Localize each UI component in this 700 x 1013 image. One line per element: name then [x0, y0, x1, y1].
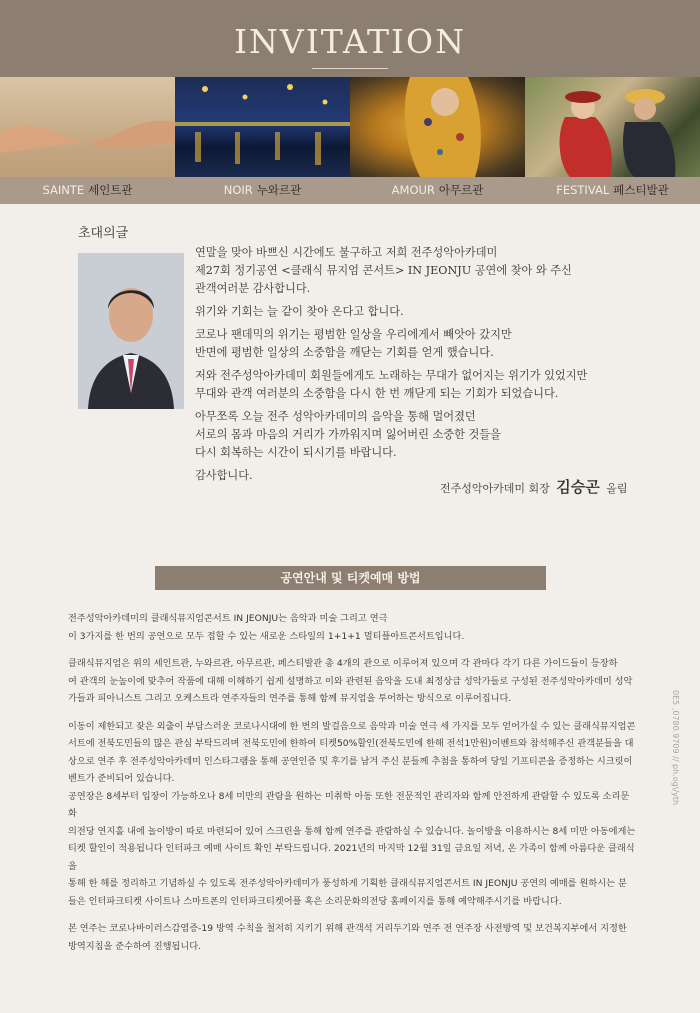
hall-tabs: [0, 177, 700, 204]
painting-strip: [0, 77, 700, 177]
signature-name: 김승곤: [556, 478, 600, 496]
tab-festival[interactable]: [525, 177, 700, 204]
info-paragraph: 클래식뮤지엄은 위의 세인트관, 누와르관, 아무르관, 페스티발관 총 4개의 관으로 이루어져 있으며 각 관마다 각기 다른 가이드들이 등장하 여 관객의 눈높이에 맞추어 작품에 대해 이해하기 쉽게 설명하고 이와 관련된 음악을 도내 최정상급 성악가들로 구성된 전주성악아카데미 성악 가들과 피아니스트 그리고 오케스트라 연주자들의 연주를 통해 함께 뮤지엄을 투어하는 방식으로 이루어집니다.: [68, 658, 633, 704]
greeting-letter: [195, 244, 655, 490]
tab-sainte[interactable]: [0, 177, 175, 204]
letter-paragraph: 위기와 기회는 늘 같이 찾아 온다고 합니다.: [195, 305, 404, 318]
tab-amour[interactable]: [350, 177, 525, 204]
watermark-text: 0E5 ,0780.9709 // ph.og\/yth: [671, 690, 680, 806]
letter-paragraph: 코로나 팬데믹의 위기는 평범한 일상을 우리에게서 빼앗아 갔지만 반면에 평범한 일상의 소중함을 깨닫는 기회를 얻게 했습니다.: [195, 328, 512, 359]
invitation-header: [0, 0, 700, 77]
tab-en-label: FESTIVAL: [556, 183, 610, 197]
title-underline: [312, 68, 388, 69]
letter-paragraph: 감사합니다.: [195, 469, 253, 482]
tab-noir[interactable]: [175, 177, 350, 204]
invitation-title: INVITATION: [234, 22, 466, 61]
info-text: [68, 610, 636, 965]
info-paragraph: 전주성악아카데미의 클래식뮤지엄콘서트 IN JEONJU는 음악과 미술 그리고 연극 이 3가지를 한 번의 공연으로 모두 접할 수 있는 새로운 스타일의 1+1+1 멀티플아트콘서트입니다.: [68, 613, 465, 642]
painting-starry-night-rhone: [175, 77, 350, 177]
tab-ko-label: 페스티발관: [613, 183, 669, 197]
tab-en-label: AMOUR: [391, 183, 435, 197]
painting-the-kiss: [350, 77, 525, 177]
painting-renoir-dance: [525, 77, 700, 177]
tab-ko-label: 아무르관: [438, 183, 484, 197]
tab-ko-label: 세인트관: [88, 183, 133, 197]
portrait-photo: [78, 253, 184, 409]
signature-suffix: 올림: [606, 482, 628, 495]
signature-org: 전주성악아카데미 회장: [440, 482, 550, 495]
tab-en-label: NOIR: [223, 183, 253, 197]
info-paragraph: 이동이 제한되고 잦은 외출이 부담스러운 코로나시대에 한 번의 발걸음으로 음악과 미술 연극 세 가지를 모두 얻어가실 수 있는 클래식뮤지엄콘 서트에 전북도민들의 많은 관심 부탁드리며 전북도민에 한하여 티켓50%할인(전북도민에 한해 전석1만원)이벤트와 참석해주신 관객분들을 대 상으로 연주 후 전주성악아카데미 인스타그램을 통해 공연인증 및 후기를 남겨 주신 분들께 추첨을 통하여 당일 기프티콘을 증정하는 시크릿이 벤트가 준비되어 있습니다. 공연장은 8세부터 입장이 가능하오나 8세 미만의 관람을 원하는 미취학 아동 또한 전문적인 관리자와 함께 안전하게 관람할 수 있도록 소리문화 의전당 연지홀 내에 놀이방이 따로 마련되어 있어 스크린을 통해 함께 연주를 관람하실 수 있습니다. 놀이방을 이용하시는 8세 미만 아동에게는 티켓 할인이 적용됩니다 인터파크 예매 사이트 확인 부탁드립니다. 2021년의 마지막 12월 31일 금요일 저녁, 온 가족이 함께 아름다운 클래식을 통해 한 해를 정리하고 기념하실 수 있도록 전주성악아카데미가 풍성하게 기획한 클래식뮤지엄콘서트 IN JEONJU 공연의 예매를 원하시는 분 들은 인터파크티켓 사이트나 스마트폰의 인터파크티켓어플 혹은 소리문화의전당 홈페이지를 통해 예약해주시기를 바랍니다.: [68, 720, 636, 907]
tab-ko-label: 누와르관: [256, 183, 302, 197]
tab-en-label: SAINTE: [42, 183, 85, 197]
letter-paragraph: 저와 전주성악아카데미 회원들에게도 노래하는 무대가 없어지는 위기가 있었지만 무대와 관객 여러분의 소중함을 다시 한 번 깨닫게 되는 기회가 되었습니다.: [195, 369, 588, 400]
letter-paragraph: 아무쪼록 오늘 전주 성악아카데미의 음악을 통해 멀어졌던 서로의 몸과 마음의 거리가 가까워지며 잃어버린 소중한 것들을 다시 회복하는 시간이 되시기를 바랍니다.: [195, 410, 501, 459]
letter-paragraph: 연말을 맞아 바쁘신 시간에도 불구하고 저희 전주성악아카데미 제27회 정기공연 <클래식 뮤지엄 콘서트> IN JEONJU 공연에 찾아 와 주신 관객여러분 감사합니다.: [195, 246, 572, 295]
info-paragraph: 본 연주는 코로나바이러스감염증-19 방역 수칙을 철저히 지키기 위해 관객석 거리두기와 연주 전 연주장 사전방역 및 보건복지부에서 지정한 방역지침을 준수하여 진행됩니다.: [68, 923, 627, 952]
section-banner: 공연안내 및 티켓예매 방법: [155, 566, 546, 590]
greeting-title: 초대의글: [78, 226, 129, 241]
signature: [440, 476, 628, 497]
painting-creation-of-adam: [0, 77, 175, 177]
